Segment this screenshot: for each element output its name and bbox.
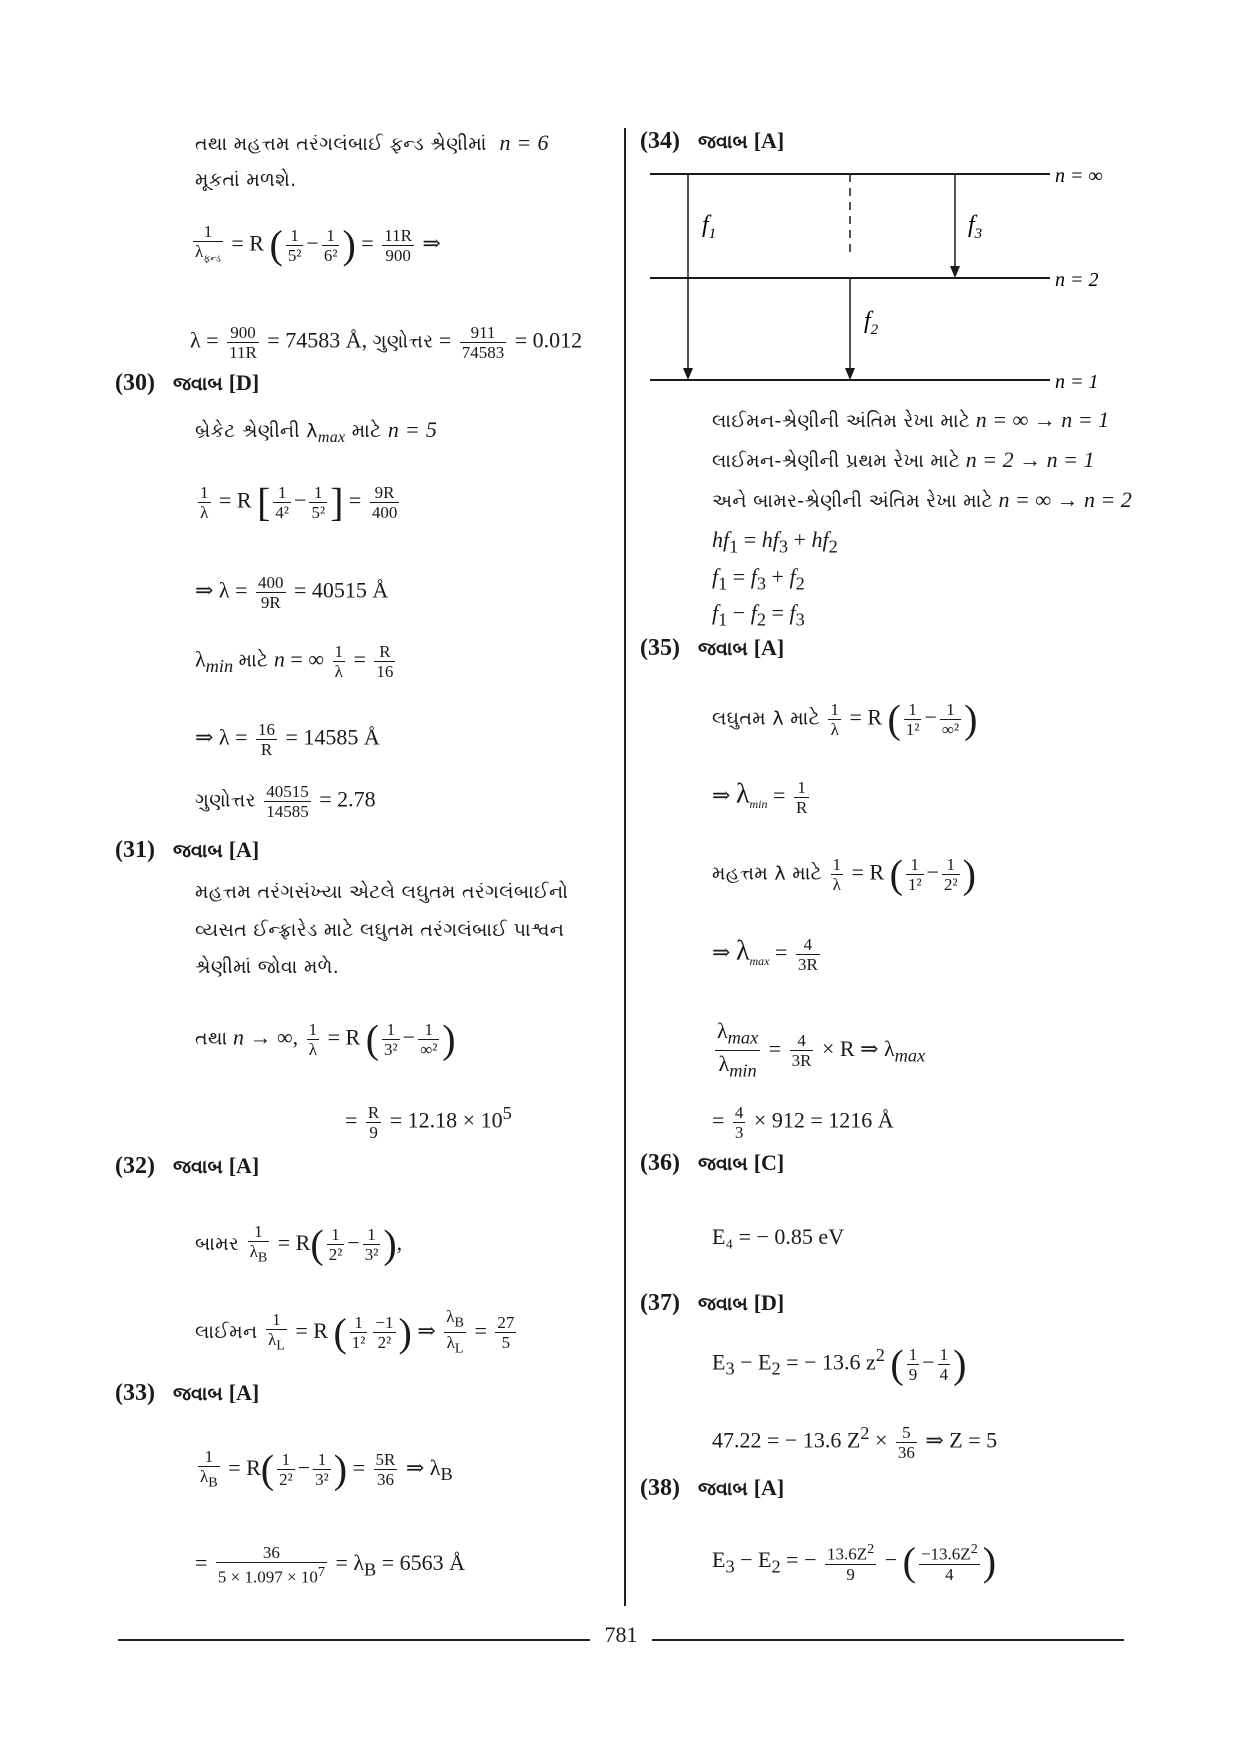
label-f1: $f_1$ [702,212,717,242]
q35-eq-2: ⇒ $\lambda_{min}$ = $\frac{1}{R}$ [712,778,808,817]
question-33: (33) જવાબ [A] [115,1380,260,1406]
q34-line-2: લાઈમન-શ્રેણીની પ્રથમ રેખા માટે n = 2 → n = 1 [712,447,1095,472]
q36-eq: E₄ = − 0.85 eV [712,1224,845,1249]
eq-lambda-funnd: λ = $\frac{900}{11R}$ = 74583 Å, ગુણોત્તર = $\frac{911}{74583}$ = 0.012 [190,323,583,362]
q30-eq-1: $\frac{1}{\lambda}$ = R [ $\frac{1}{\text{4²}}$ − $\frac{1}{\text{5²}}$ ] = $\frac{9R}{400}$ [200,479,398,525]
question-32: (32) જવાબ [A] [115,1153,260,1179]
q32-eq-1: બામર $\frac{1}{\lambda_B}$ = R( $\frac{1}{\text{2²}}$ − $\frac{1}{\text{3²}}$ ), [195,1221,403,1267]
q32-eq-2: લાઈમન $\frac{1}{\lambda_L}$ = R ( $\frac{1}{\text{1²}}$ $\frac{-1}{\text{2²}}$ ) ⇒ $\frac{\lambda_B}{\lambda_L}$ = $\frac{27}{5}$ [195,1307,515,1357]
question-35: (35) જવાબ [A] [640,635,785,661]
q31-eq-1: તથા n → ∞, $\frac{1}{\lambda}$ = R ( $\frac{1}{\text{3²}}$ − $\frac{1}{\text{∞²}}$ ) [195,1016,456,1062]
q35-eq-6: = $\frac{4}{3}$ × 912 = 1216 Å [712,1103,894,1142]
level-infinity-label: n = ∞ [1055,168,1103,187]
q31-line-1: મહત્તમ તરંગસંખ્યા એટલે લઘુતમ તરંગલંબાઈનો [195,881,569,903]
question-38: (38) જવાબ [A] [640,1475,785,1501]
q34-line-1: લાઈમન-શ્રેણીની અંતિમ રેખા માટે n = ∞ → n = 1 [712,407,1110,432]
q31-eq-2: = $\frac{R}{9}$ = $12.18 \times 10^5$ [345,1102,512,1142]
q30-eq-4: ⇒ λ = $\frac{16}{R}$ = 14585 Å [195,720,380,759]
q35-eq-5: $\frac{\lambda_{max}}{\lambda_{min}}$ = $\frac{4}{3R}$ × R ⇒ $\lambda_{max}$ [717,1018,926,1081]
q35-eq-3: મહત્તમ λ માટે $\frac{1}{\lambda}$ = R ( $\frac{1}{\text{1²}}$ − $\frac{1}{\text{2²}}$ ) [712,851,976,897]
q31-line-3: શ્રેણીમાં જોવા મળે. [195,956,340,978]
q37-eq-2: 47.22 = − 13.6 $Z^2$ × $\frac{5}{36}$ ⇒ Z = 5 [712,1422,998,1462]
question-36: (36) જવાબ [C] [640,1150,785,1176]
footer-rule-left [118,1639,590,1641]
q35-eq-1: લઘુતમ λ માટે $\frac{1}{\lambda}$ = R ( $\frac{1}{\text{1²}}$ − $\frac{1}{\text{∞²}}$ ) [712,696,978,742]
q34-line-3: અને બામર-શ્રેણીની અંતિમ રેખા માટે n = ∞ → n = 2 [712,487,1132,512]
level-2-label: n = 2 [1055,269,1099,291]
question-37: (37) જવાબ [D] [640,1290,785,1316]
q31-line-2: વ્યસત ઈન્ફ્રારેડ માટે લઘુતમ તરંગલંબાઈ પાશ્વન [195,919,565,941]
question-31: (31) જવાબ [A] [115,837,260,863]
level-1-label: n = 1 [1055,371,1099,393]
label-f2: $f_2$ [864,308,879,338]
q34-eq-1: $hf_1 = hf_3 + hf_2$ [712,527,838,557]
q33-eq-1: $\frac{1}{\lambda_B}$ = R( $\frac{1}{\text{2²}}$ − $\frac{1}{\text{3²}}$ ) = $\frac{5R}{36}$ ⇒ $\lambda_B$ [200,1446,453,1492]
q30-line-1: બ્રેકેટ શ્રેણીની $\lambda_{max}$ માટે n = 5 [195,417,438,446]
label-f3: $f_3$ [968,212,983,242]
energy-level-diagram [650,168,1120,398]
page-number: 781 [604,1622,638,1647]
q30-eq-5: ગુણોત્તર $\frac{40515}{14585}$ = 2.78 [195,782,376,821]
q33-eq-2: = $\frac{36}{5 \times 1.097 \times 10^7}$ = $\lambda_B = 6563$ Å [195,1543,466,1587]
q34-eq-3: $f_1 - f_2 = f_3$ [712,600,805,630]
column-divider [624,128,626,1606]
eq-funnd: $\frac{1}{\lambda_{ફન્ડ}}$ = R ( $\frac{1}{\text{5²}}$ − $\frac{1}{\text{6²}}$ ) = $\frac{11R}{900}$ ⇒ [195,222,441,268]
left-line-1: તથા મહત્તમ તરંગલંબાઈ ફન્ડ શ્રેણીમાં n = 6 [195,130,549,155]
question-34: (34) જવાબ [A] [640,128,785,154]
q30-eq-2: ⇒ λ = $\frac{400}{9R}$ = 40515 Å [195,573,389,612]
footer-rule-right [652,1639,1124,1641]
q38-eq: $E_3 - E_2$ = − $\frac{13.6Z^2}{9}$ − ( $\frac{-13.6Z^2}{4}$ ) [712,1538,997,1584]
left-line-2: મૂકતાં મળશે. [195,169,297,191]
q35-eq-4: ⇒ $\lambda_{max}$ = $\frac{4}{3R}$ [712,935,818,974]
q34-eq-2: $f_1 = f_3 + f_2$ [712,564,805,594]
question-30: (30) જવાબ [D] [115,370,260,396]
q30-eq-3: $\lambda_{min}$ માટે n = ∞ $\frac{1}{\lambda}$ = $\frac{R}{16}$ [195,642,394,681]
q37-eq-1: $E_3 - E_2$ = − 13.6 $z^2$ ( $\frac{1}{9}$ − $\frac{1}{4}$ ) [712,1341,967,1387]
